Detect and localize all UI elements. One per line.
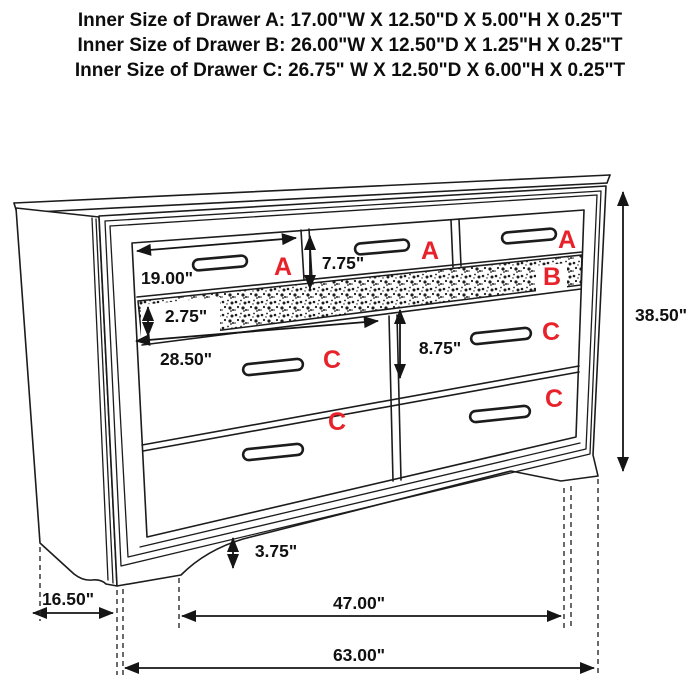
dim-label-leg-span: 47.00": [332, 593, 386, 613]
spec-line-drawer-b: Inner Size of Drawer B: 26.00"W X 12.50"D X 1.25"H X 0.25"T: [77, 35, 623, 56]
dim-label-overall-height: 38.50": [635, 305, 688, 325]
tray-b-letter: B: [542, 263, 562, 291]
dim-label-overall-width: 63.00": [332, 645, 386, 665]
drawer-a2-letter: A: [420, 237, 440, 265]
drawer-c4-letter: C: [544, 385, 564, 413]
dim-label-leg-height: 3.75": [254, 541, 298, 561]
dim-label-side-depth: 16.50": [41, 589, 95, 609]
drawer-c1-letter: C: [322, 346, 342, 374]
drawer-c3-letter: C: [327, 408, 347, 436]
dresser-front-frame: [99, 186, 606, 586]
drawer-a1-letter: A: [273, 253, 293, 281]
drawer-a3-letter: A: [557, 226, 577, 254]
dim-label-drawer-a-height: 7.75": [321, 253, 365, 273]
dim-label-drawer-a-width: 19.00": [140, 268, 194, 288]
spec-line-drawer-a: Inner Size of Drawer A: 17.00"W X 12.50"D X 5.00"H X 0.25"T: [77, 10, 623, 31]
dim-label-drawer-c-width: 28.50": [159, 349, 213, 369]
dim-label-drawer-c-height: 8.75": [418, 338, 462, 358]
drawer-c2-letter: C: [541, 318, 561, 346]
dim-label-tray-b-height: 2.75": [164, 306, 208, 326]
spec-line-drawer-c: Inner Size of Drawer C: 26.75" W X 12.50"D X 6.00"H X 0.25"T: [74, 60, 626, 81]
